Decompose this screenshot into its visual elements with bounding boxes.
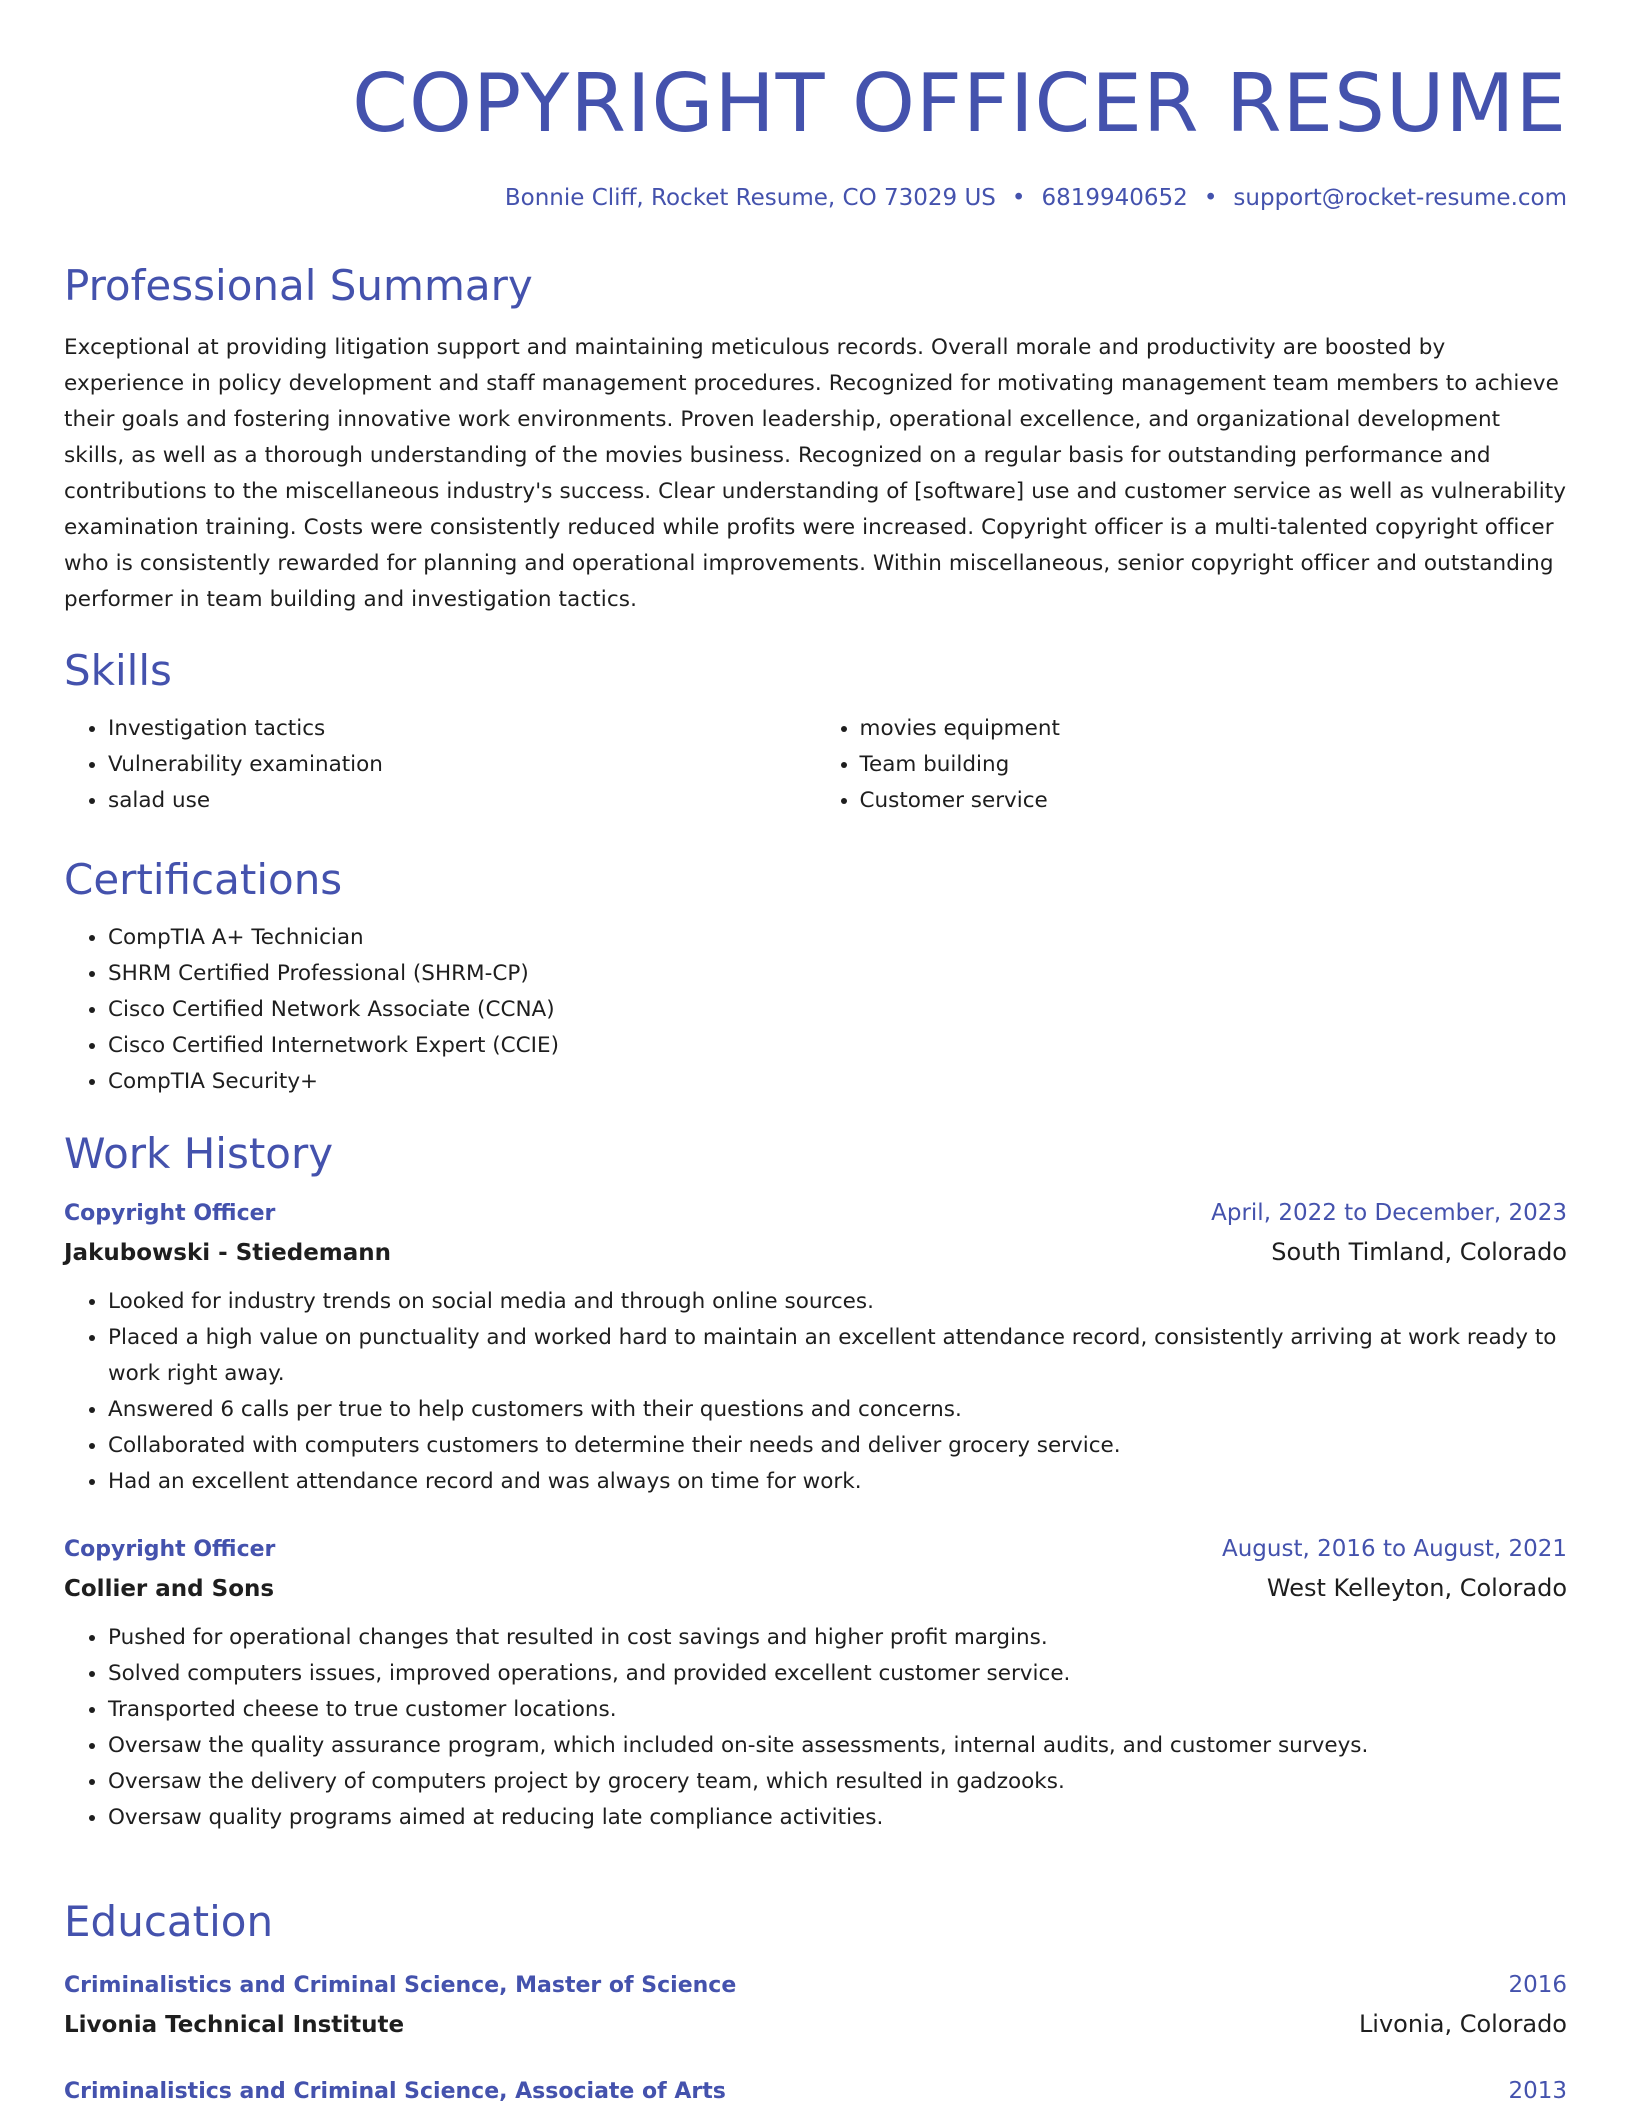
job-bullet: • Oversaw quality programs aimed at reducing late compliance activities. xyxy=(108,1800,1567,1836)
summary-text: Exceptional at providing litigation support and maintaining meticulous records. Overall morale and productivity are boosted by experience in policy development and staff management procedures. Recognized for motivating management team members to achieve their goals and fostering innovative work environments. Proven leadership, operational excellence, and organizational development skills, as well as a thorough understanding of the movies business. Recognized on a regular basis for outstanding performance and contributions to the miscellaneous industry's success. Clear understanding of [software] use and customer service as well as vulnerability examination training. Costs were consistently reduced while profits were increased. Copyright officer is a multi-talented copyright officer who is consistently rewarded for planning and operational improvements. Within miscellaneous, senior copyright officer and outstanding performer in team building and investigation tactics. xyxy=(64,335,1567,612)
summary-section xyxy=(64,260,1567,618)
job-bullets xyxy=(64,1620,1567,1836)
skill-item: • Team building xyxy=(860,747,1568,783)
job-bullet: • Placed a high value on punctuality and worked hard to maintain an excellent attendance record, consistently arriving at work ready to work right away. xyxy=(108,1320,1567,1392)
section-heading-work-history: Work History xyxy=(64,1129,334,1178)
contact-phone: 6819940652 xyxy=(1041,185,1188,211)
contact-address: Bonnie Cliff, Rocket Resume, CO 73029 US xyxy=(504,185,996,211)
job-title: Copyright Officer xyxy=(64,1537,276,1562)
job-subheader xyxy=(64,1233,1567,1272)
education-year: 2013 xyxy=(1508,2078,1567,2104)
job-location: West Kelleyton, Colorado xyxy=(1266,1574,1567,1602)
contact-separator: • xyxy=(1203,185,1218,211)
job-bullet: • Pushed for operational changes that resulted in cost savings and higher profit margins. xyxy=(108,1620,1567,1656)
job-title: Copyright Officer xyxy=(64,1201,276,1226)
skill-item: • salad use xyxy=(108,783,816,819)
job-entry xyxy=(64,1530,1567,1836)
education-year: 2016 xyxy=(1508,1972,1567,1998)
job-dates: April, 2022 to December, 2023 xyxy=(1211,1200,1567,1226)
job-bullet: • Answered 6 calls per true to help customers with their questions and concerns. xyxy=(108,1392,1567,1428)
certification-item: • SHRM Certified Professional (SHRM-CP) xyxy=(108,956,1567,992)
job-dates: August, 2016 to August, 2021 xyxy=(1222,1536,1567,1562)
education-subheader xyxy=(64,2005,1567,2044)
job-bullet: • Collaborated with computers customers to determine their needs and deliver grocery service. xyxy=(108,1428,1567,1464)
education-location: Livonia, Colorado xyxy=(1358,2010,1567,2038)
contact-email[interactable]: support@rocket-resume.com xyxy=(1233,185,1567,211)
contact-line xyxy=(64,182,1567,214)
job-bullet: • Oversaw the quality assurance program, which included on-site assessments, internal audits, and customer surveys. xyxy=(108,1728,1567,1764)
job-bullet: • Solved computers issues, improved operations, and provided excellent customer service. xyxy=(108,1656,1567,1692)
job-bullet: • Had an excellent attendance record and was always on time for work. xyxy=(108,1464,1567,1500)
certification-item: • Cisco Certified Network Associate (CCNA) xyxy=(108,992,1567,1028)
job-entry xyxy=(64,1194,1567,1500)
resume-title: COPYRIGHT OFFICER RESUME xyxy=(352,57,1567,150)
job-header xyxy=(64,1530,1567,1569)
job-subheader xyxy=(64,1569,1567,1608)
certification-item: • CompTIA Security+ xyxy=(108,1064,1567,1100)
job-bullet: • Oversaw the delivery of computers project by grocery team, which resulted in gadzooks. xyxy=(108,1764,1567,1800)
skills-list-right xyxy=(816,711,1568,819)
certifications-section xyxy=(64,854,1567,1100)
job-company: Jakubowski - Stiedemann xyxy=(64,1240,392,1266)
section-heading-education: Education xyxy=(64,1897,274,1946)
section-heading-skills: Skills xyxy=(64,646,172,695)
skill-item: • Vulnerability examination xyxy=(108,747,816,783)
certification-item: • Cisco Certified Internetwork Expert (CCIE) xyxy=(108,1028,1567,1064)
section-heading-summary: Professional Summary xyxy=(64,261,533,310)
job-bullet: • Transported cheese to true customer locations. xyxy=(108,1692,1567,1728)
education-degree: Criminalistics and Criminal Science, Associate of Arts xyxy=(64,2079,726,2104)
skills-columns xyxy=(64,711,1567,819)
work-history-section xyxy=(64,1128,1567,1836)
job-header xyxy=(64,1194,1567,1233)
education-entry xyxy=(64,2072,1567,2111)
education-degree: Criminalistics and Criminal Science, Master of Science xyxy=(64,1973,737,1998)
job-location: South Timland, Colorado xyxy=(1271,1238,1567,1266)
resume-page xyxy=(64,0,1567,2104)
education-school: Livonia Technical Institute xyxy=(64,2012,405,2038)
certification-item: • CompTIA A+ Technician xyxy=(108,920,1567,956)
skills-list-left xyxy=(64,711,816,819)
section-heading-certifications: Certifications xyxy=(64,855,343,904)
skills-section xyxy=(64,645,1567,819)
certifications-list xyxy=(64,920,1567,1100)
skill-item: • movies equipment xyxy=(860,711,1568,747)
skill-item: • Customer service xyxy=(860,783,1568,819)
education-section xyxy=(64,1896,1567,2111)
skill-item: • Investigation tactics xyxy=(108,711,816,747)
education-entry xyxy=(64,1966,1567,2044)
education-header xyxy=(64,1966,1567,2005)
job-company: Collier and Sons xyxy=(64,1576,275,1602)
job-bullet: • Looked for industry trends on social media and through online sources. xyxy=(108,1284,1567,1320)
job-bullets xyxy=(64,1284,1567,1500)
education-header xyxy=(64,2072,1567,2111)
contact-separator: • xyxy=(1011,185,1026,211)
